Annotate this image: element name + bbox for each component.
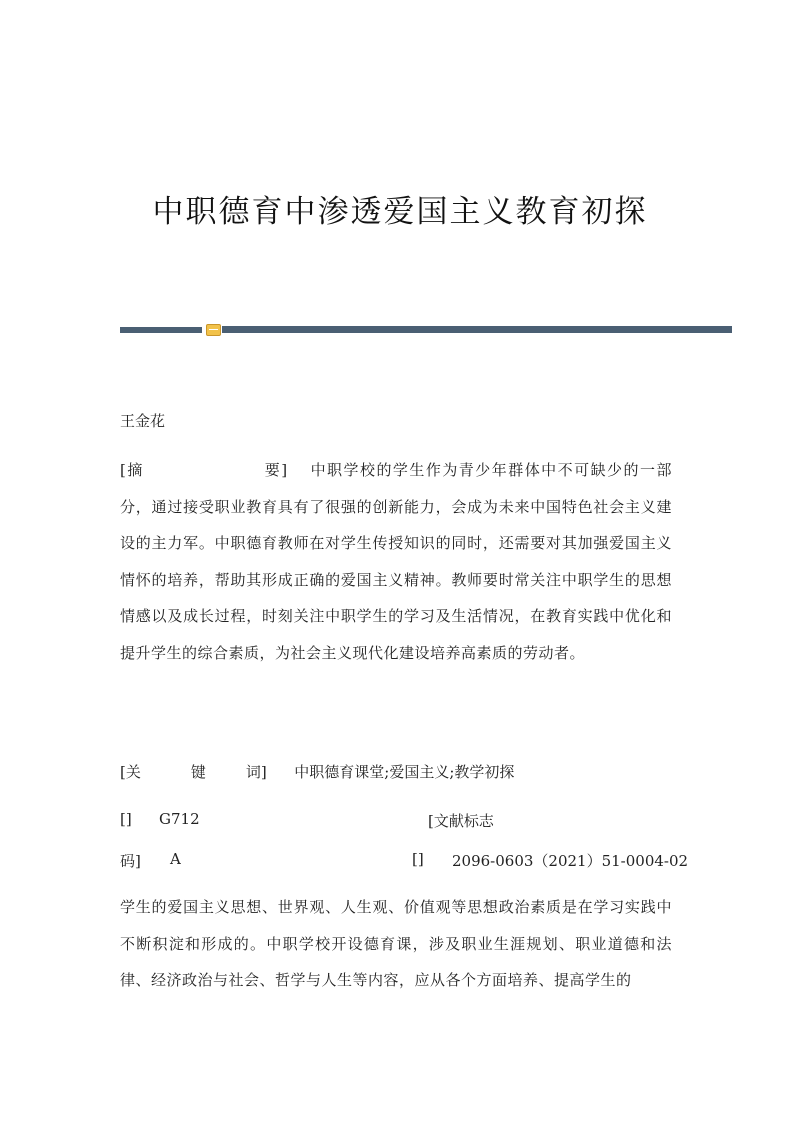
- author-name: 王金花: [120, 412, 166, 430]
- doc-code-value: A: [170, 850, 181, 868]
- keywords-text: 中职德育课堂;爱国主义;教学初探: [294, 763, 515, 781]
- abstract-text: 中职学校的学生作为青少年群体中不可缺少的一部分，通过接受职业教育具有了很强的创新能力，会成为未来中国特色社会主义建设的主力军。中职德育教师在对学生传授知识的同时，还需要对其加强爱国主义情怀的培养，帮助其形成正确的爱国主义精神。教师要时常关注中职学生的思想情感以及成长过程，时刻关注中职学生的学习及生活情况，在教育实践中优化和提升学生的综合素质，为社会主义现代化建设培养高素质的劳动者。: [120, 461, 672, 662]
- divider-bar-right: [222, 326, 732, 333]
- keywords-label: [关 键 词]: [120, 763, 267, 781]
- clc-label: []: [120, 810, 132, 828]
- doc-code-label: [文献标志: [428, 812, 494, 830]
- clc-value: G712: [159, 810, 200, 828]
- keywords-line: [120, 761, 514, 782]
- abstract-label-open: [摘: [120, 461, 144, 479]
- body-paragraph: 学生的爱国主义思想、世界观、人生观、价值观等思想政治素质是在学习实践中不断积淀和形成的。中职学校开设德育课，涉及职业生涯规划、职业道德和法律、经济政治与社会、哲学与人生等内容，应从各个方面培养、提高学生的: [120, 898, 672, 989]
- doc-code-label-cont: 码]: [120, 852, 141, 870]
- divider-ornament-icon: [206, 324, 221, 336]
- article-id-label: []: [412, 850, 424, 868]
- title-divider: [120, 325, 732, 333]
- abstract-label-close: 要]: [263, 461, 288, 479]
- divider-bar-left: [120, 327, 202, 333]
- abstract: [120, 452, 672, 671]
- article-id-value: 2096-0603（2021）51-0004-02: [452, 852, 689, 870]
- paper-title: 中职德育中渗透爱国主义教育初探: [152, 194, 648, 230]
